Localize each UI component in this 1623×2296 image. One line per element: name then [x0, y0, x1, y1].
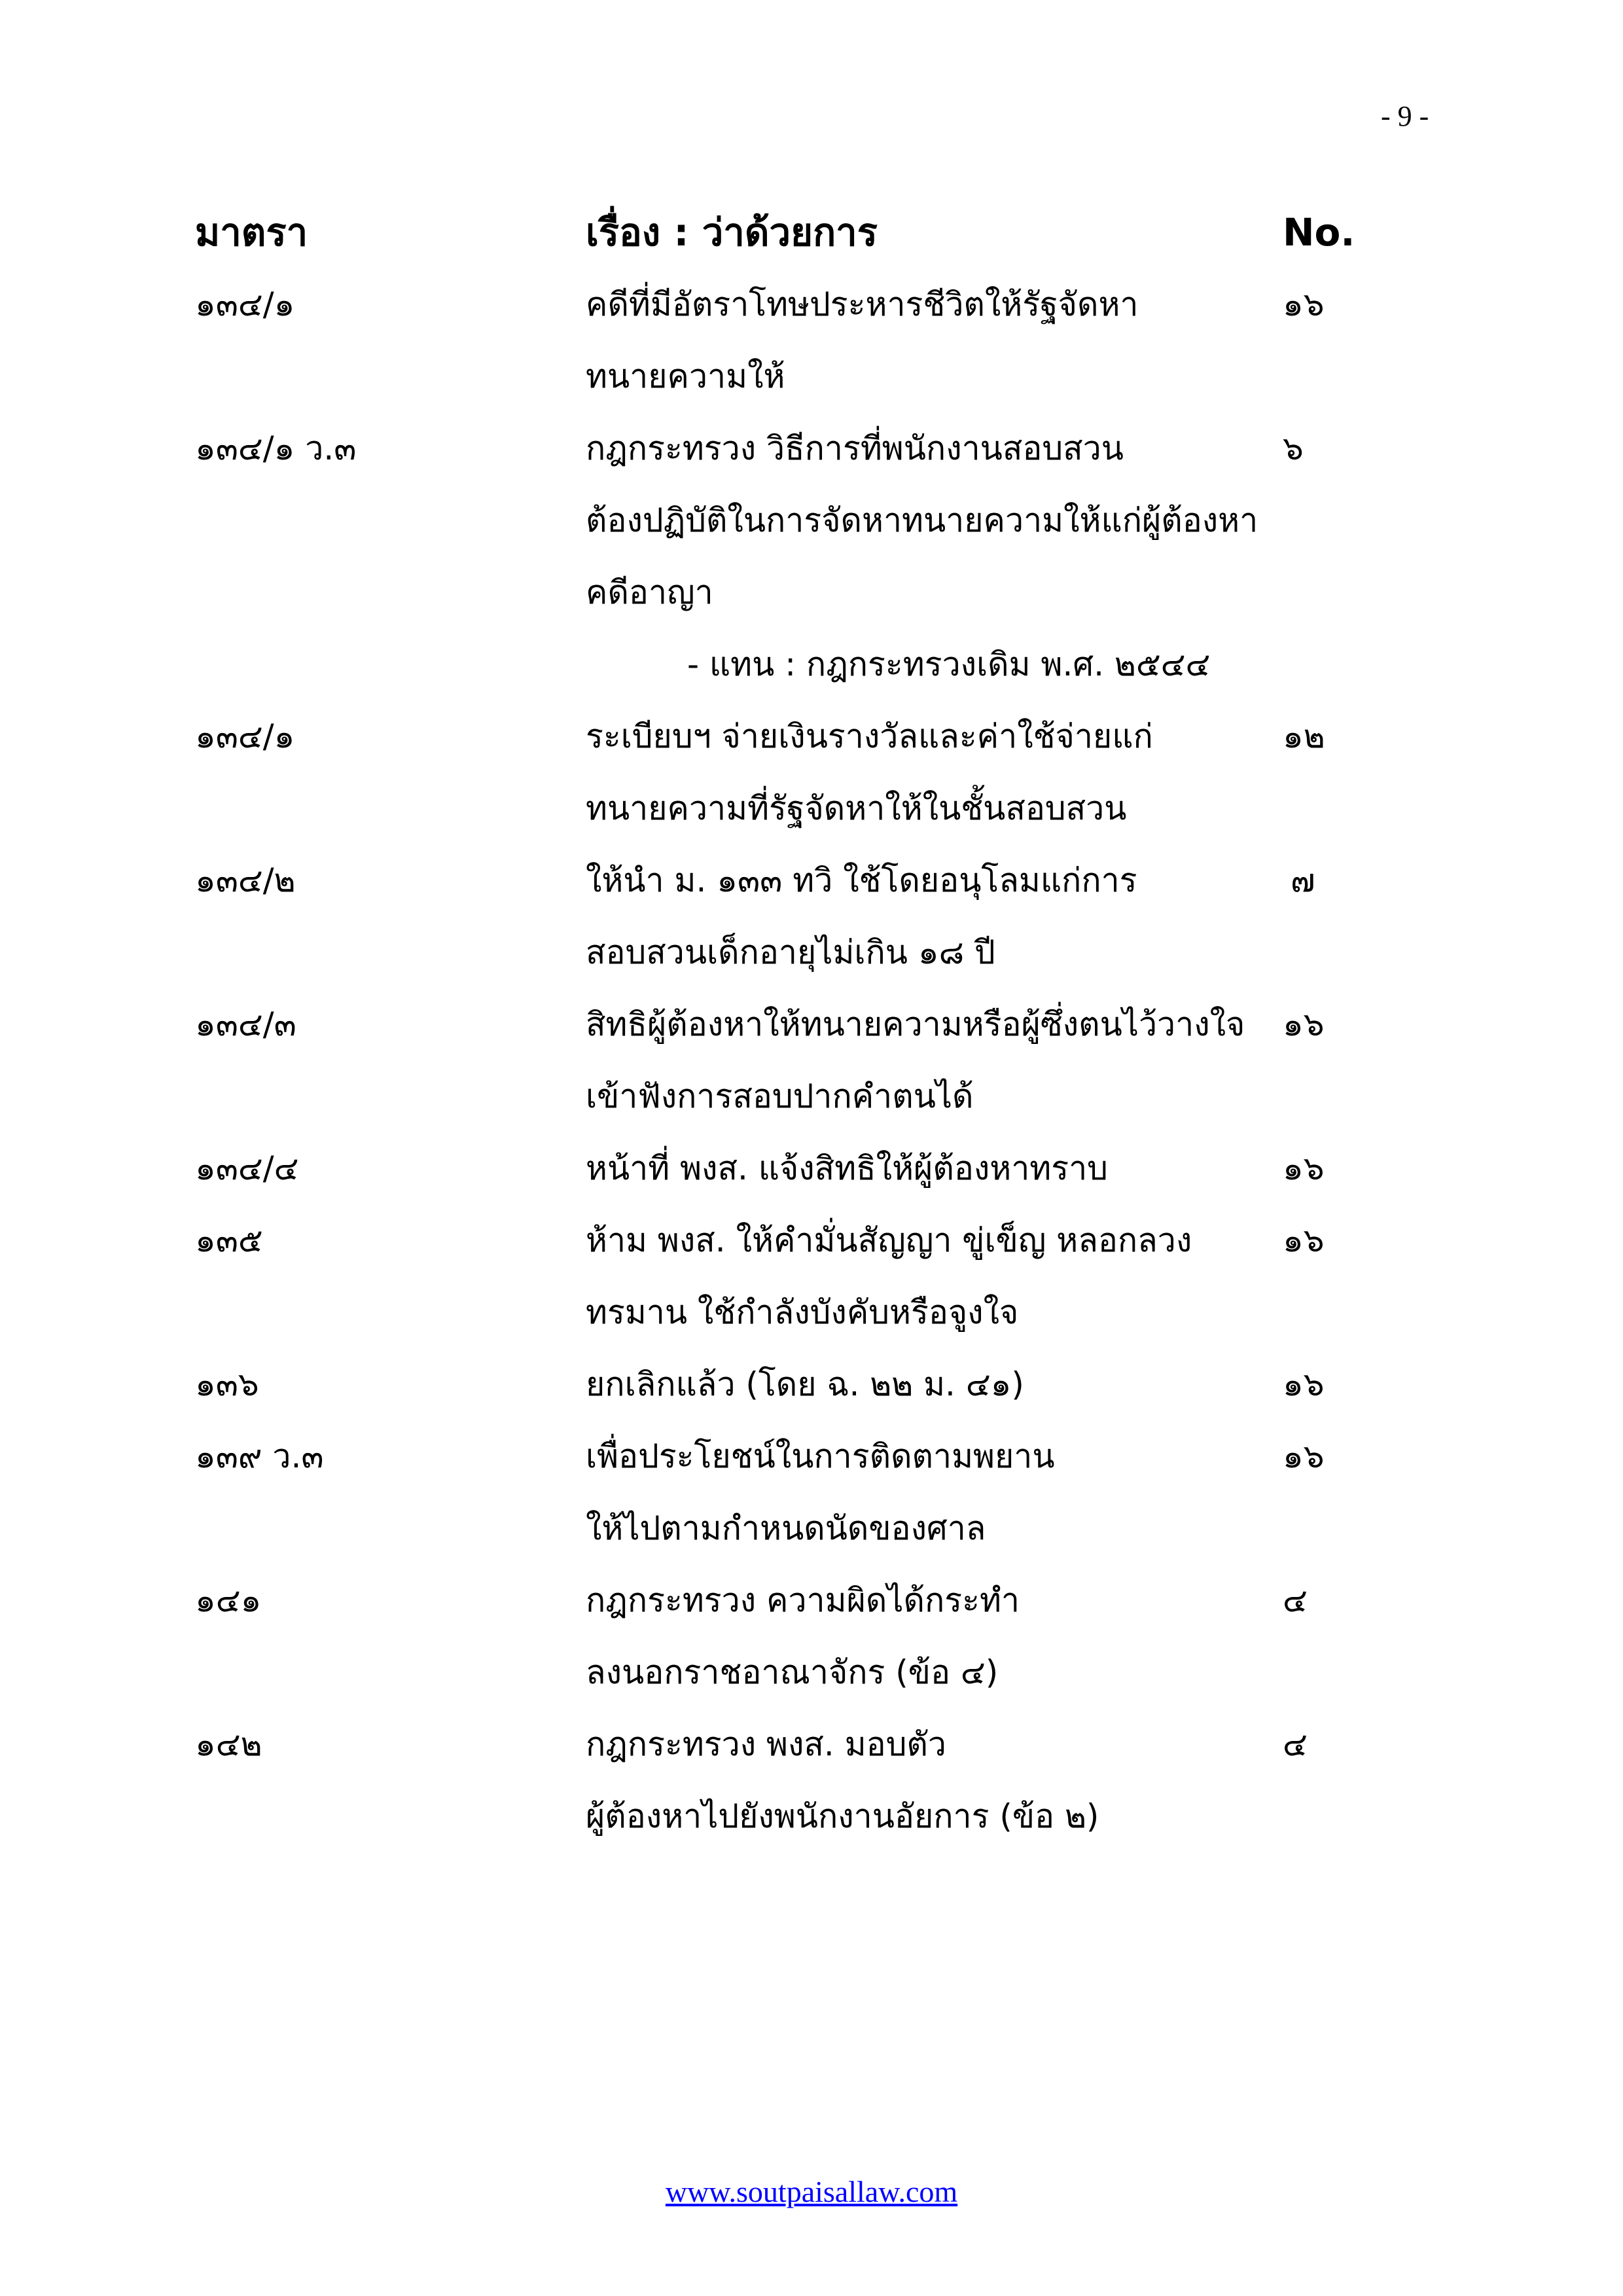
subject-text: คดีที่มีอัตราโทษประหารชีวิตให้รัฐจัดหา	[586, 285, 1139, 323]
table-header-row	[0, 196, 1623, 268]
section-number: ๑๓๔/๔	[195, 1149, 299, 1187]
section-number: ๑๔๑	[195, 1581, 262, 1619]
issue-number: ๖	[1283, 429, 1304, 467]
table-row-continuation	[0, 1060, 1623, 1132]
table-row-continuation	[0, 916, 1623, 988]
table-row	[0, 1348, 1623, 1420]
table-row-continuation	[0, 1276, 1623, 1348]
subject-text: เข้าฟังการสอบปากคำตนได้	[586, 1077, 974, 1115]
section-number: ๑๓๖	[195, 1365, 259, 1403]
subject-text: กฎกระทรวง พงส. มอบตัว	[586, 1725, 946, 1763]
issue-number: ๑๖	[1283, 1149, 1325, 1187]
table-row-continuation	[0, 1780, 1623, 1852]
table-row-continuation	[0, 1636, 1623, 1708]
table-row-continuation	[0, 556, 1623, 628]
table-row-continuation	[0, 484, 1623, 556]
header-no: No.	[1283, 210, 1355, 255]
issue-number: ๗	[1291, 861, 1315, 899]
subject-text: ให้ไปตามกำหนดนัดของศาล	[586, 1509, 986, 1547]
subject-text: ให้นำ ม. ๑๓๓ ทวิ ใช้โดยอนุโลมแก่การ	[586, 861, 1137, 899]
footer	[0, 2174, 1623, 2209]
subject-text: ห้าม พงส. ให้คำมั่นสัญญา ขู่เข็ญ หลอกลวง	[586, 1221, 1192, 1259]
subject-text: หน้าที่ พงส. แจ้งสิทธิให้ผู้ต้องหาทราบ	[586, 1149, 1108, 1187]
page-number: - 9 -	[1381, 100, 1429, 132]
subject-text: ทรมาน ใช้กำลังบังคับหรือจูงใจ	[586, 1293, 1019, 1331]
statute-index-table	[0, 196, 1623, 1852]
issue-number: ๑๖	[1283, 1365, 1325, 1403]
table-row-continuation	[0, 340, 1623, 412]
subject-text: ระเบียบฯ จ่ายเงินรางวัลและค่าใช้จ่ายแก่	[586, 717, 1153, 755]
section-number: ๑๓๔/๒	[195, 861, 296, 899]
table-row	[0, 700, 1623, 772]
issue-number: ๑๖	[1283, 1005, 1325, 1043]
replacement-note: - แทน : กฎกระทรวงเดิม พ.ศ. ๒๕๔๔	[687, 645, 1211, 683]
website-link[interactable]: www.soutpaisallaw.com	[665, 2175, 958, 2208]
section-number: ๑๓๙ ว.๓	[195, 1437, 324, 1475]
table-row	[0, 1564, 1623, 1636]
section-number: ๑๓๕	[195, 1221, 263, 1259]
issue-number: ๔	[1283, 1725, 1308, 1763]
section-number: ๑๓๔/๓	[195, 1005, 296, 1043]
subject-text: ต้องปฏิบัติในการจัดหาทนายความให้แก่ผู้ต้องหา	[586, 501, 1258, 539]
issue-number: ๔	[1283, 1581, 1308, 1619]
subject-text: สิทธิผู้ต้องหาให้ทนายความหรือผู้ซึ่งตนไว้วางใจ	[586, 1005, 1245, 1043]
subject-text: ยกเลิกแล้ว (โดย ฉ. ๒๒ ม. ๔๑)	[586, 1365, 1024, 1403]
subject-text: ผู้ต้องหาไปยังพนักงานอัยการ (ข้อ ๒)	[586, 1797, 1099, 1835]
table-row-continuation	[0, 772, 1623, 844]
table-row	[0, 412, 1623, 484]
section-number: ๑๓๔/๑	[195, 717, 295, 755]
subject-text: ลงนอกราชอาณาจักร (ข้อ ๔)	[586, 1653, 999, 1691]
subject-text: กฎกระทรวง ความผิดได้กระทำ	[586, 1581, 1020, 1619]
issue-number: ๑๖	[1283, 285, 1325, 323]
section-number: ๑๓๔/๑	[195, 285, 295, 323]
table-row	[0, 1132, 1623, 1204]
subject-text: ทนายความที่รัฐจัดหาให้ในชั้นสอบสวน	[586, 789, 1127, 827]
header-section: มาตรา	[195, 210, 308, 255]
table-row	[0, 1204, 1623, 1276]
subject-text: เพื่อประโยชน์ในการติดตามพยาน	[586, 1437, 1055, 1475]
table-row	[0, 1420, 1623, 1492]
header-subject: เรื่อง : ว่าด้วยการ	[586, 210, 878, 255]
table-row	[0, 844, 1623, 916]
issue-number: ๑๖	[1283, 1437, 1325, 1475]
issue-number: ๑๒	[1283, 717, 1325, 755]
subject-text: ทนายความให้	[586, 357, 785, 395]
subject-text: กฎกระทรวง วิธีการที่พนักงานสอบสวน	[586, 429, 1124, 467]
issue-number: ๑๖	[1283, 1221, 1325, 1259]
table-row-continuation	[0, 1492, 1623, 1564]
table-row	[0, 268, 1623, 340]
table-row-note	[0, 628, 1623, 700]
table-row	[0, 988, 1623, 1060]
table-row	[0, 1708, 1623, 1780]
section-number: ๑๔๒	[195, 1725, 262, 1763]
subject-text: คดีอาญา	[586, 573, 713, 611]
section-number: ๑๓๔/๑ ว.๓	[195, 429, 357, 467]
subject-text: สอบสวนเด็กอายุไม่เกิน ๑๘ ปี	[586, 933, 995, 971]
